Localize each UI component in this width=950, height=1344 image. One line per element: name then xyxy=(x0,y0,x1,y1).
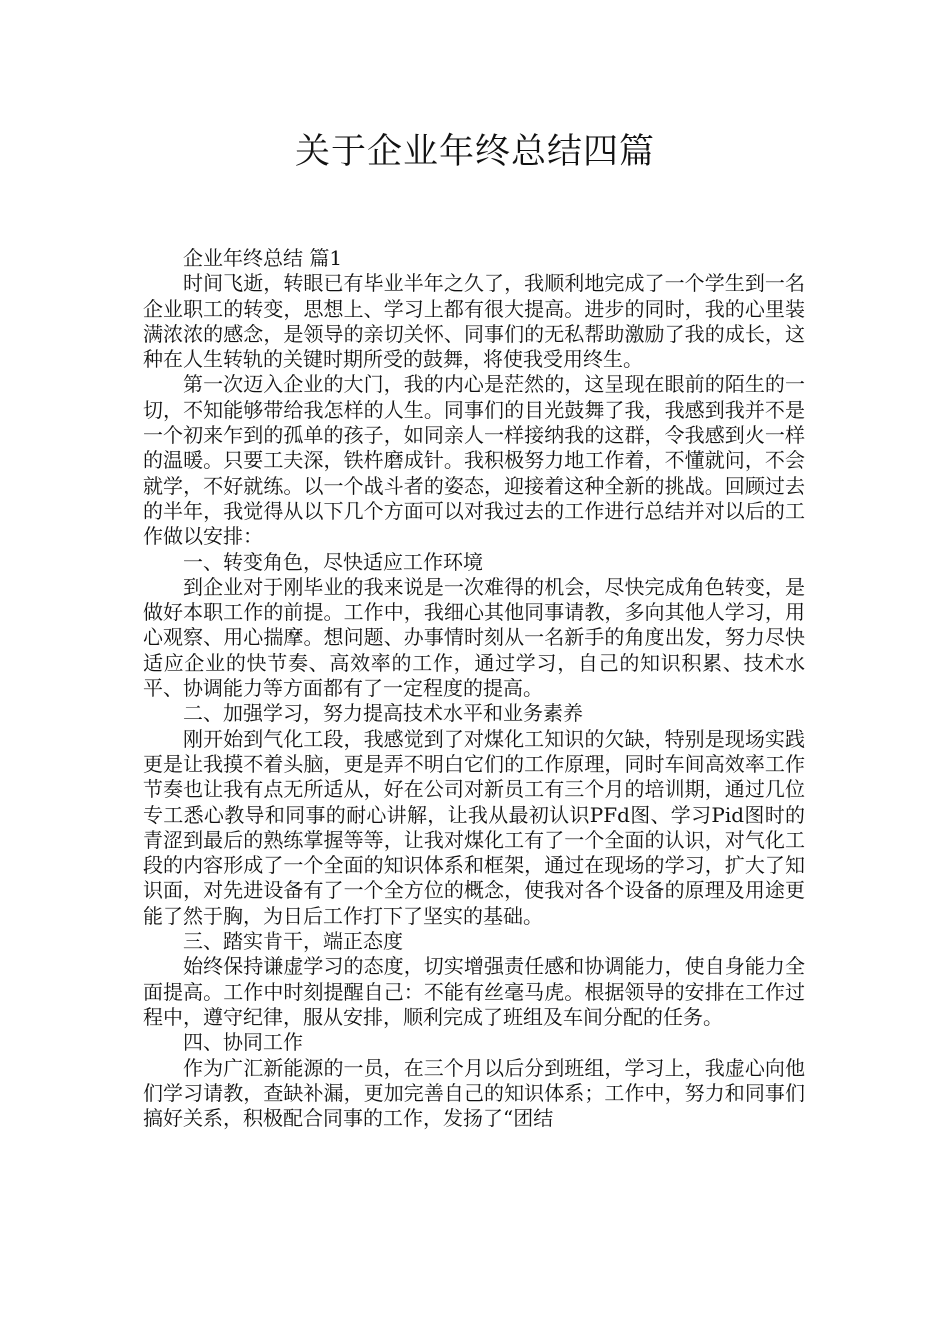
document-title: 关于企业年终总结四篇 xyxy=(294,132,655,172)
section-heading: 一、转变角色，尽快适应工作环境 xyxy=(183,549,483,574)
body-paragraph: 第一次迈入企业的大门，我的内心是茫然的，这呈现在眼前的陌生的一切，不知能够带给我怎样的人生。同事们的目光鼓舞了我，我感到我并不是一个初来乍到的孤单的孩子，如同亲人一样接纳我的这群，令我感到火一样的温暖。只要工夫深，铁杵磨成针。我积极努力地工作着，不懂就问，不会就学，不好就练。以一个战斗者的姿态，迎接着这种全新的挑战。回顾过去的半年，我觉得从以下几个方面可以对我过去的工作进行总结并对以后的工作做以安排： xyxy=(143,372,805,549)
section-heading: 企业年终总结 篇1 xyxy=(183,246,343,270)
body-paragraph: 刚开始到气化工段，我感觉到了对煤化工知识的欠缺，特别是现场实践更是让我摸不着头脑，更是弄不明白它们的工作原理，同时车间高效率工作节奏也让我有点无所适从，好在公司对新员工有三个月的培训期，通过几位专工悉心教导和同事的耐心讲解，让我从最初认识PFd图、学习Pid图时的青涩到最后的熟练掌握等等，让我对煤化工有了一个全面的认识，对气化工段的内容形成了一个全面的知识体系和框架，通过在现场的学习，扩大了知识面，对先进设备有了一个全方位的概念，使我对各个设备的原理及用途更能了然于胸，为日后工作打下了坚实的基础。 xyxy=(143,726,805,928)
body-paragraph: 始终保持谦虚学习的态度，切实增强责任感和协调能力，使自身能力全面提高。工作中时刻提醒自己：不能有丝毫马虎。根据领导的安排在工作过程中，遵守纪律，服从安排，顺利完成了班组及车间分配的任务。 xyxy=(143,954,805,1029)
section-heading: 二、加强学习，努力提高技术水平和业务素养 xyxy=(183,701,583,726)
document-body xyxy=(143,246,805,1131)
body-paragraph: 时间飞逝，转眼已有毕业半年之久了，我顺利地完成了一个学生到一名企业职工的转变，思想上、学习上都有很大提高。进步的同时，我的心里装满浓浓的感念，是领导的亲切关怀、同事们的无私帮助激励了我的成长，这种在人生转轨的关键时期所受的鼓舞，将使我受用终生。 xyxy=(143,271,805,372)
section-heading: 三、踏实肯干，端正态度 xyxy=(183,929,403,954)
body-paragraph: 作为广汇新能源的一员，在三个月以后分到班组，学习上，我虚心向他们学习请教，查缺补漏，更加完善自己的知识体系；工作中，努力和同事们搞好关系，积极配合同事的工作，发扬了“团结 xyxy=(143,1055,805,1131)
section-heading: 四、协同工作 xyxy=(183,1030,303,1055)
body-paragraph: 到企业对于刚毕业的我来说是一次难得的机会，尽快完成角色转变，是做好本职工作的前提。工作中，我细心其他同事请教，多向其他人学习，用心观察、用心揣摩。想问题、办事情时刻从一名新手的角度出发，努力尽快适应企业的快节奏、高效率的工作，通过学习，自己的知识积累、技术水平、协调能力等方面都有了一定程度的提高。 xyxy=(143,574,805,701)
